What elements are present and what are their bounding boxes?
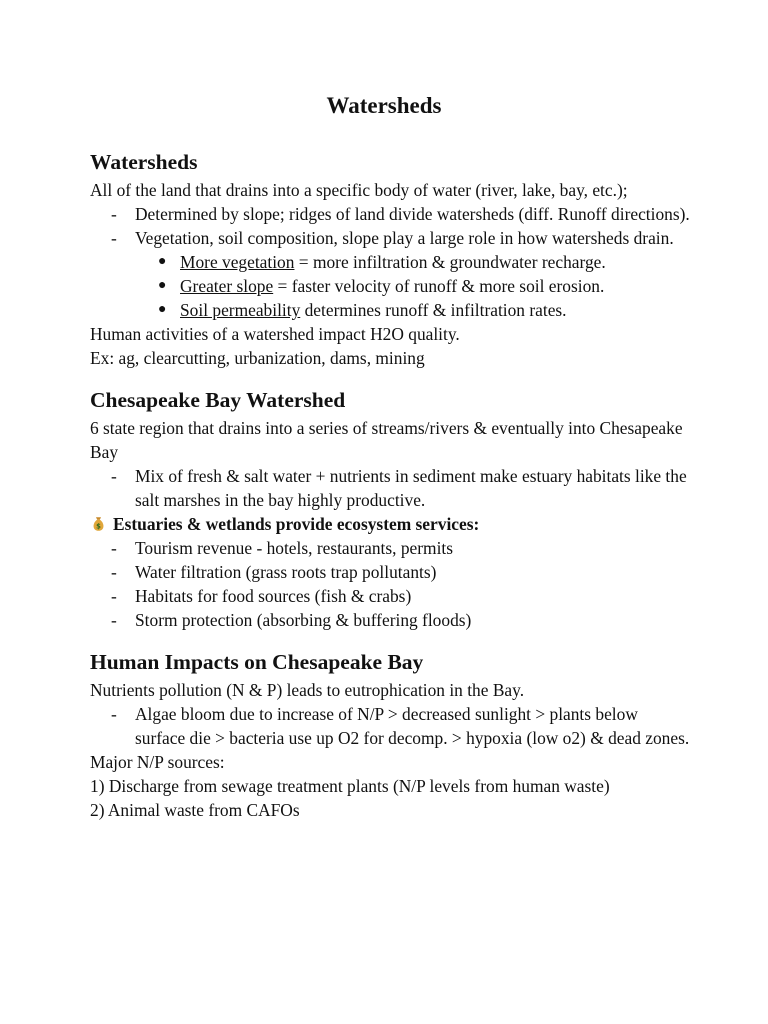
dash-marker: - — [111, 562, 117, 582]
dash-list-item — [90, 584, 690, 608]
paragraph: 6 state region that drains into a series of streams/rivers & eventually into Chesapeake Bay — [90, 418, 683, 462]
paragraph: Nutrients pollution (N & P) leads to eutrophication in the Bay. — [90, 680, 525, 700]
section-heading: Chesapeake Bay Watershed — [90, 388, 346, 412]
list-item-text: = faster velocity of runoff & more soil erosion. — [273, 276, 605, 296]
dash-marker: - — [111, 610, 117, 630]
list-item-text: Mix of fresh & salt water + nutrients in sediment make estuary habitats like the salt marshes in the bay highly productive. — [135, 466, 687, 510]
bullet-marker: ● — [158, 254, 167, 269]
dash-list-item — [90, 702, 690, 750]
dash-marker: - — [111, 586, 117, 606]
list-item-text: Determined by slope; ridges of land divide watersheds (diff. Runoff directions). — [135, 204, 690, 224]
dash-list-item — [90, 202, 690, 226]
list-item-text: Water filtration (grass roots trap pollutants) — [135, 562, 437, 582]
underlined-term: Greater slope — [180, 276, 274, 296]
list-item-text: Tourism revenue - hotels, restaurants, permits — [135, 538, 454, 558]
svg-text:$: $ — [96, 522, 101, 531]
list-item-text: = more infiltration & groundwater recharge. — [294, 252, 606, 272]
section-chesapeake-bay-watershed — [90, 384, 690, 632]
list-item-text: Storm protection (absorbing & buffering floods) — [135, 610, 472, 630]
dash-marker: - — [111, 466, 117, 486]
numbered-line: 2) Animal waste from CAFOs — [90, 800, 300, 820]
bullet-marker: ● — [158, 278, 167, 293]
services-heading: Estuaries & wetlands provide ecosystem services: — [113, 514, 480, 534]
section-heading: Watersheds — [90, 150, 198, 174]
paragraph: Major N/P sources: — [90, 752, 225, 772]
dash-marker: - — [111, 204, 117, 224]
section-heading: Human Impacts on Chesapeake Bay — [90, 650, 424, 674]
dash-list-item — [90, 464, 690, 512]
dash-list-item — [90, 536, 690, 560]
dash-list-item — [90, 560, 690, 584]
section-human-impacts — [90, 646, 690, 822]
list-item-text: determines runoff & infiltration rates. — [300, 300, 567, 320]
services-heading-line — [90, 512, 690, 536]
list-item-text: Algae bloom due to increase of N/P > decreased sunlight > plants below surface die > bacteria use up O2 for decomp. > hypoxia (low o2) & dead zones. — [135, 704, 690, 748]
bullet-list-item — [90, 250, 690, 274]
bullet-list-item — [90, 298, 690, 322]
bullet-marker: ● — [158, 302, 167, 317]
numbered-line: 1) Discharge from sewage treatment plants (N/P levels from human waste) — [90, 776, 610, 796]
list-item-text: Habitats for food sources (fish & crabs) — [135, 586, 412, 606]
bullet-list-item — [90, 274, 690, 298]
dash-marker: - — [111, 704, 117, 724]
underlined-term: More vegetation — [180, 252, 295, 272]
dash-marker: - — [111, 538, 117, 558]
paragraph: Human activities of a watershed impact H2O quality. — [90, 324, 460, 344]
paragraph: All of the land that drains into a specific body of water (river, lake, bay, etc.); — [90, 180, 628, 200]
money-bag-icon — [90, 515, 107, 533]
document-title: Watersheds — [326, 93, 442, 118]
section-watersheds — [90, 146, 690, 370]
dash-marker: - — [111, 228, 117, 248]
document-body — [90, 146, 690, 822]
list-item-text: Vegetation, soil composition, slope play a large role in how watersheds drain. — [135, 228, 674, 248]
paragraph: Ex: ag, clearcutting, urbanization, dams, mining — [90, 348, 425, 368]
dash-list-item — [90, 226, 690, 250]
dash-list-item — [90, 608, 690, 632]
underlined-term: Soil permeability — [180, 300, 301, 320]
